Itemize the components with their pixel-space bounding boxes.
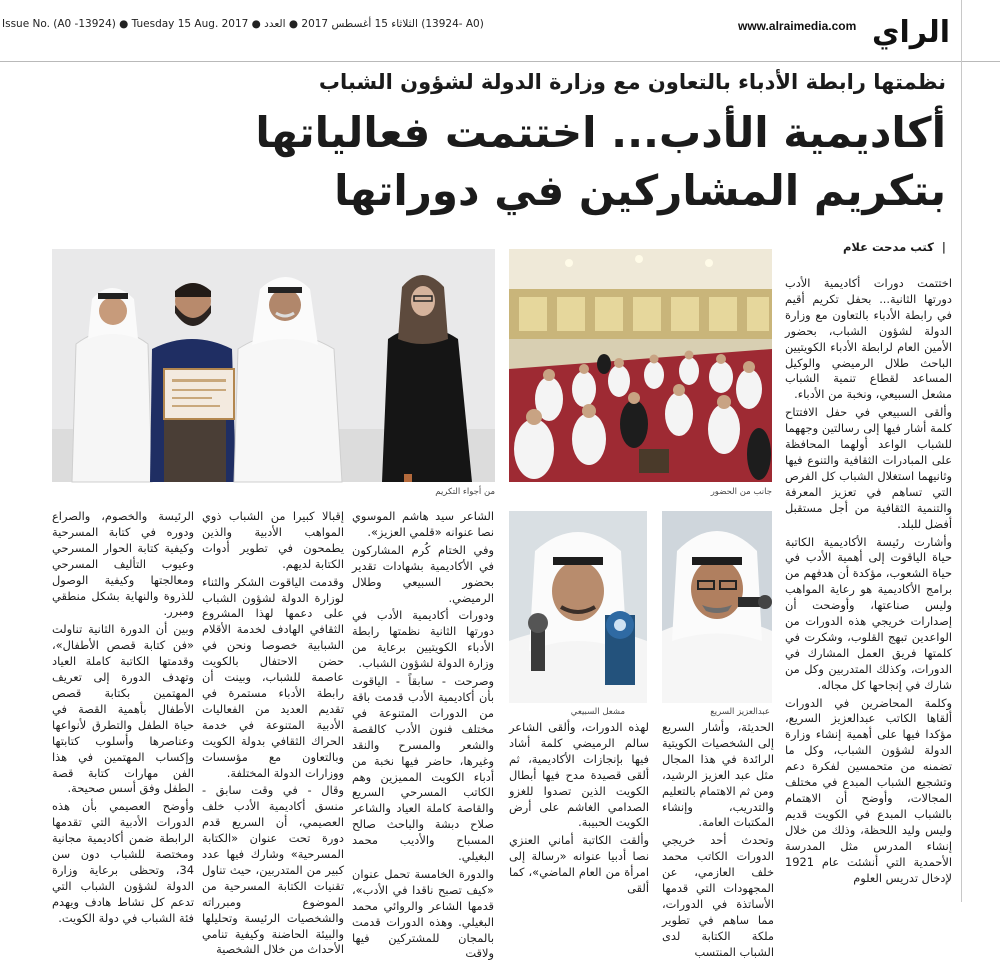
masthead xyxy=(0,0,1000,62)
headline-line-1: أكاديمية الأدب... اختتمت فعالياتها xyxy=(255,108,946,157)
article-column-1 xyxy=(785,276,952,898)
col6-para-3: وأوضح العصيمي بأن هذه الدورات الأدبية التي تقدمها الرابطة ضمن أكاديمية مجانية ومختصة للشباب دون سن 34، وتحظى برعاية وزارة الدولة لشؤون الشباب التي تدعم كل نشاط هادف ويهدم فئة الشباب في دولة الكويت. xyxy=(52,799,194,925)
col2-para-1: الحديثة، وأشار السريع إلى الشخصيات الكويتية الرائدة في هذا المجال مثل عبد العزيز الرشيد، ومن ثم الاهتمام بالتعليم والتدريب، وإنشاء المكتبات العامة. xyxy=(662,720,774,830)
col4-para-3: ودورات أكاديمية الأدب في دورتها الثانية نظمتها رابطة الأدباء الكويتيين برعاية من وزارة الدولة لشؤون الشباب. xyxy=(352,608,494,671)
ceremony-photo-caption: من أجواء التكريم xyxy=(435,487,495,497)
svg-text:الراي: الراي xyxy=(872,15,950,50)
alrai-logo xyxy=(872,6,950,52)
kicker-headline: نظمتها رابطة الأدباء بالتعاون مع وزارة الدولة لشؤون الشباب xyxy=(318,70,946,94)
col1-para-2: وألقى السبيعي في حفل الافتتاح كلمة أشار فيها إلى رسالتين وجههما للشباب الواعد أولهما المحافظة على المبادرات الثقافية والتنوع فيها وثانيهما استغلال الشباب كل الفرص التي تساهم في تعزيز المعرفة والتنمية الثقافية من أجل مستقبل أفضل للبلد. xyxy=(785,405,952,531)
col4-para-2: وفي الختام كُرم المشاركون في الأكاديمية بشهادات تقدير بحضور السبيعي وطلال الرميضي. xyxy=(352,542,494,605)
col5-para-1: إقبالا كبيرا من الشباب ذوي المواهب الأدبية والذين يطمحون في تطوير أدوات الكتابة لديهم. xyxy=(202,509,344,571)
col5-para-2: وقدمت الياقوت الشكر والثناء لوزارة الدولة لشؤون الشباب على دعمها لهذا المشروع الثقافي الهادف لخدمة الأقلام الشبابية خصوصا ونحن في حضن الاحتفال بالكويت عاصمة للشباب، وبينت أن رابطة الأدباء مستمرة في تقديم العديد من الفعاليات الأدبية المتنوعة في خدمة الحراك الثقافي بدولة الكويت وبالتعاون مع مؤسسات ووزارات الدولة المختلفة. xyxy=(202,574,344,780)
byline-bar: | xyxy=(941,240,946,254)
article-column-6 xyxy=(52,509,194,925)
col6-para-1: الرئيسة والخصوم، والصراع ودوره في كتابة المسرحية وكيفية كتابة الحوار المسرحي وعيوب التأليف المسرحي ومعالجتها وكيفية الوصول للذروة والنهاية بشكل منطقي ومبرر. xyxy=(52,509,194,619)
site-url[interactable]: www.alraimedia.com xyxy=(738,19,857,33)
article-column-4 xyxy=(352,509,494,961)
hall-audience-photo xyxy=(509,249,772,482)
col2-para-2: وتحدث أحد خريجي الدورات الكاتب محمد خلف العازمي، عن المجهودات التي قدمها الأساتذة في الدورات، مما ساهم في تطوير ملكة الكتابة لدى الشباب المنتسب xyxy=(662,833,774,959)
portrait-1-caption: عبدالعزيز السريع xyxy=(710,707,770,717)
col6-para-2: وبين أن الدورة الثانية تناولت «فن كتابة قصص الأطفال»، وقدمتها الكاتبة كاملة العياد وتهدف الدورة إلى تعريف المهتمين بكتابة قصص الأطفال بأهمية القصة في حياة الطفل والتطرق لأنواعها وعناصرها وأسلوب كتابتها وإكساب المهتمين في هذا الفن مهارات كتابة قصة الطفل وفق أسس صحيحة. xyxy=(52,622,194,796)
col4-para-5: والدورة الخامسة تحمل عنوان «كيف تصبح ناقدا في الأدب»، قدمها الشاعر والروائي محمد البغيلي. وهذه الدورات قدمت بالمجان للمشتركين فيها ولاقت xyxy=(352,866,494,961)
col4-para-1: الشاعر سيد هاشم الموسوي نصا عنوانه «قلمي العزيز». xyxy=(352,509,494,539)
page-edge-rule xyxy=(961,0,962,902)
issue-line: Issue No. (A0 -13924) ● Tuesday 15 Aug. 2017 ● الثلاثاء 15 أغسطس 2017 ● العدد (13924- A0) xyxy=(2,18,484,30)
col1-para-3: وأشارت رئيسة الأكاديمية الكاتبة حياة الياقوت إلى أهمية الأدب في حياة الشعوب، مؤكدة أن هدفهم من برامج الأكاديمية هو رعاية المواهب وليس صناعتها، وأوضحت أن إصدارات خريجي هذه الدورات من الواعدين تبهج القلوب، وشكرت في كلمتها فريق العمل المشارك في الدورات، وكذلك المتدربين وكل من شارك في إنجاحها كل مجاله. xyxy=(785,534,952,692)
ceremony-photo xyxy=(52,249,495,482)
article-column-2 xyxy=(662,720,774,959)
article-column-5 xyxy=(202,509,344,957)
col4-para-4: وصرحت - سابقاً - الياقوت بأن أكاديمية الأدب قدمت باقة من الدورات المتنوعة في مختلف فنون الأدب كالقصة والشعر والمسرح والنقد وغيرها، حاضر فيها نخبة من أدباء الكويت المميزين وهم الكاتب المسرحي السريع والقاصة كاملة العياد والشاعر صلاح دبشة والباحث صالح المسباح والأديب محمد البغيلي. xyxy=(352,674,494,864)
hall-photo-caption: جانب من الحضور xyxy=(710,487,772,497)
portrait-abdulaziz-alsarea xyxy=(662,511,772,703)
headline-line-2: بتكريم المشاركين في دوراتها xyxy=(334,166,946,215)
col3-para-1: لهذه الدورات، وألقى الشاعر سالم الرميضي كلمة أشاد فيها بإنجازات الأكاديمية، ثم ألقى قصيدة مدح فيها أبطال الكويت الذين تصدوا للغزو الصدامي الغاشم على أرض الكويت الحبيبة. xyxy=(509,720,649,830)
col1-para-1: اختتمت دورات أكاديمية الأدب دورتها الثانية... بحفل تكريم أقيم في رابطة الأدباء بالتعاون مع وزارة الدولة لشؤون الشباب، بحضور الأمين العام لرابطة الأدباء الكويتيين الباحث طلال الرميضي والوكيل المساعد لقطاع تنمية الشباب مشعل السبيعي، ونخبة من الأدباء. xyxy=(785,276,952,402)
byline xyxy=(843,240,946,254)
col5-para-3: وقال - في وقت سابق - منسق أكاديمية الأدب خلف العصيمي، أن السريع قدم دورة تحت عنوان «الكتابة المسرحية» وشارك فيها عدد كبير من المتدربين، حيث تناول تقنيات الكتابة المسرحية من الموضوع ومبرراته والشخصيات الرئيسة وتحليلها والبيئة الحاضنة وكيفية تنامي الأحداث من خلال الشخصية xyxy=(202,783,344,957)
portrait-2-caption: مشعل السبيعي xyxy=(570,707,625,717)
col1-para-4: وكلمة المحاضرين في الدورات ألقاها الكاتب عبدالعزيز السريع، مؤكدا فيها على أهمية إنشاء وزارة الدولة لشؤون الشباب، وكل ما تضمنه من متحمسين لفكرة دعم وتشجيع الشباب المبدع في مختلف المجالات، وأوضح أن الاهتمام بالشباب المبدع في الكويت قديم وليس وليد اللحظة، وذلك من خلال إنشاء المدرس مثل المدرسة الأحمدية التي أنشئت عام 1921 لإدخال تدريس العلوم xyxy=(785,695,952,885)
article-column-3 xyxy=(509,720,649,898)
byline-author: كتب مدحت علام xyxy=(842,240,934,254)
portrait-mishaal-alsubaie xyxy=(509,511,647,703)
col3-para-2: وألقت الكاتبة أماني العنزي نصا أدبيا عنوانه «رسالة إلى امرأة من العام الماضي»، كما ألقى xyxy=(509,833,649,896)
